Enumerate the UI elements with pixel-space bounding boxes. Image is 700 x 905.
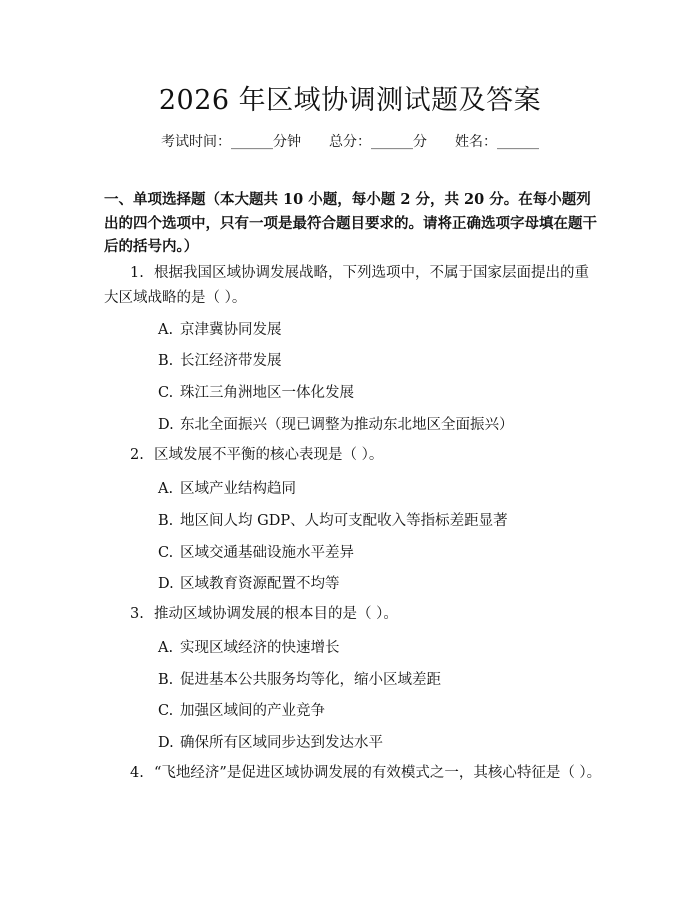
question-3 <box>104 602 602 627</box>
question-4 <box>104 761 602 786</box>
question-1-option-b: B. 长江经济带发展 <box>158 353 282 369</box>
question-3-option-b: B. 促进基本公共服务均等化，缩小区域差距 <box>158 672 441 688</box>
question-1-option-d: D. 东北全面振兴（现已调整为推动东北地区全面振兴） <box>158 417 514 433</box>
exam-time: 考试时间：______分钟 <box>161 134 301 150</box>
question-stem: 区域发展不平衡的核心表现是（ ）。 <box>154 447 384 463</box>
question-3-option-d: D. 确保所有区域同步达到发达水平 <box>158 735 383 751</box>
question-2-option-c: C. 区域交通基础设施水平差异 <box>158 545 354 561</box>
exam-score: 总分：______分 <box>329 134 427 150</box>
question-2-option-b: B. 地区间人均 GDP、人均可支配收入等指标差距显著 <box>158 513 508 529</box>
exam-meta <box>0 131 700 151</box>
question-1 <box>104 261 602 311</box>
question-3-option-a: A. 实现区域经济的快速增长 <box>158 640 340 656</box>
page-title: 2026 年区域协调测试题及答案 <box>158 85 542 116</box>
exam-name: 姓名：______ <box>455 134 539 150</box>
question-stem: 推动区域协调发展的根本目的是（ ）。 <box>154 606 398 622</box>
question-3-option-c: C. 加强区域间的产业竞争 <box>158 703 325 719</box>
question-2-option-a: A. 区域产业结构趋同 <box>158 481 296 497</box>
question-number: 4. <box>130 765 144 781</box>
question-number: 3. <box>130 606 144 622</box>
section-heading: 一、单项选择题（本大题共 10 小题，每小题 2 分，共 20 分。在每小题列出的四个选项中，只有一项是最符合题目要求的。请将正确选项字母填在题干后的括号内。） <box>104 191 597 255</box>
question-2 <box>104 443 602 468</box>
question-1-option-a: A. 京津冀协同发展 <box>158 322 282 338</box>
question-1-option-c: C. 珠江三角洲地区一体化发展 <box>158 385 354 401</box>
question-2-option-d: D. 区域教育资源配置不均等 <box>158 576 340 592</box>
question-number: 1. <box>130 265 144 281</box>
question-number: 2. <box>130 447 144 463</box>
question-stem: 根据我国区域协调发展战略，下列选项中，不属于国家层面提出的重大区域战略的是（ ）。 <box>104 265 589 306</box>
question-stem: “飞地经济”是促进区域协调发展的有效模式之一，其核心特征是（ ）。 <box>154 765 602 781</box>
